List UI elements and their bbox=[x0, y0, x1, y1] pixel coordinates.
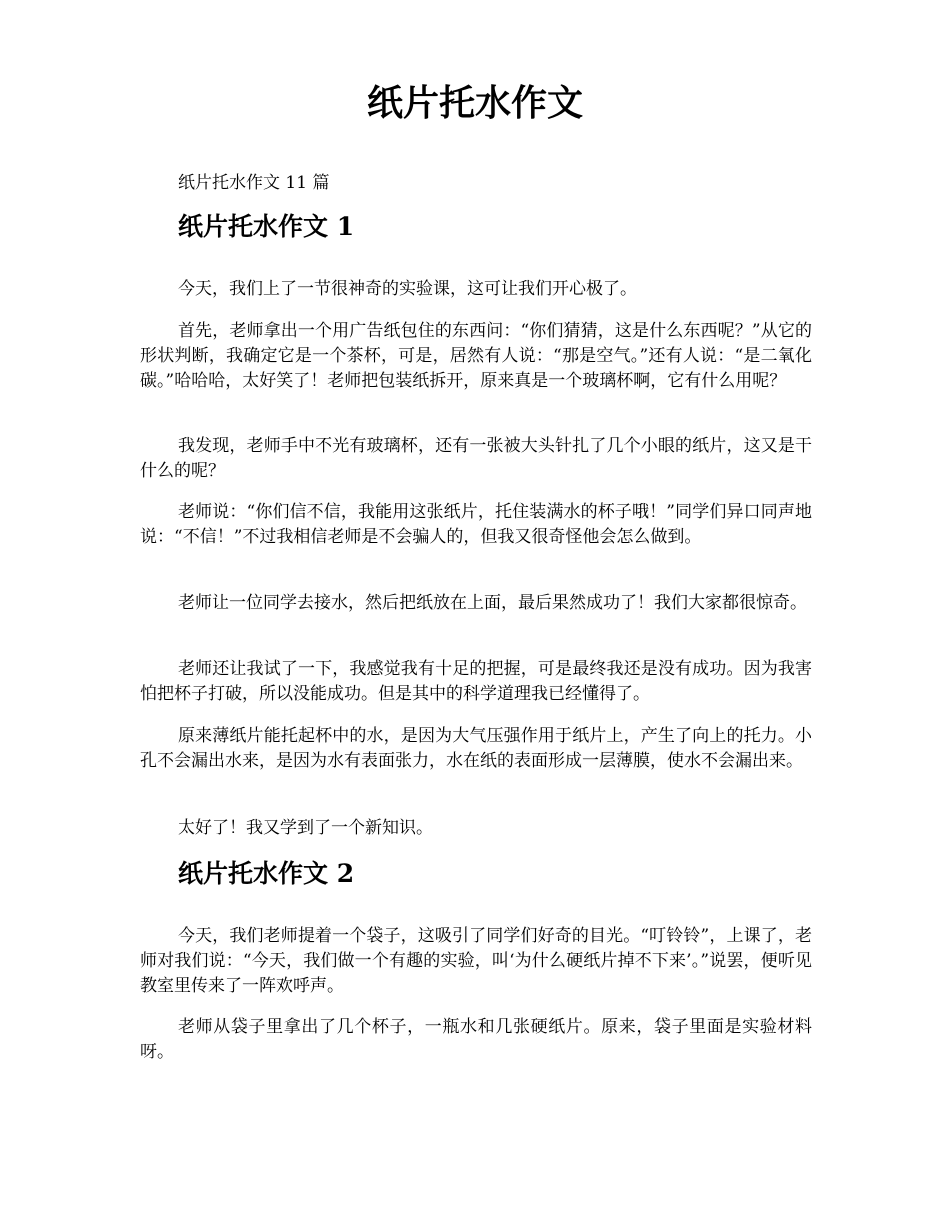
document-title: 纸片托水作文 bbox=[366, 82, 583, 124]
paragraph: 太好了！我又学到了一个新知识。 bbox=[178, 818, 433, 838]
paragraph: 今天，我们老师提着一个袋子，这吸引了同学们好奇的目光。“叮铃铃”，上课了，老师对我们说：“今天，我们做一个有趣的实验，叫‘为什么硬纸片掉不下来’。”说罢，便听见教室里传来了一阵欢呼声。 bbox=[140, 926, 812, 996]
paragraph: 老师说：“你们信不信，我能用这张纸片，托住装满水的杯子哦！”同学们异口同声地说：“不信！”不过我相信老师是不会骗人的，但我又很奇怪他会怎么做到。 bbox=[140, 502, 812, 547]
paragraph: 老师让一位同学去接水，然后把纸放在上面，最后果然成功了！我们大家都很惊奇。 bbox=[178, 593, 807, 613]
document-subtitle: 纸片托水作文 11 篇 bbox=[178, 173, 330, 193]
paragraph: 首先，老师拿出一个用广告纸包住的东西问：“你们猜猜，这是什么东西呢？”从它的形状判断，我确定它是一个茶杯，可是，居然有人说：“那是空气。”还有人说：“是二氧化碳。”哈哈哈，太好笑了！老师把包装纸拆开，原来真是一个玻璃杯啊，它有什么用呢？ bbox=[140, 321, 812, 391]
paragraph: 原来薄纸片能托起杯中的水，是因为大气压强作用于纸片上，产生了向上的托力。小孔不会漏出水来，是因为水有表面张力，水在纸的表面形成一层薄膜，使水不会漏出来。 bbox=[140, 726, 812, 771]
paragraph: 我发现，老师手中不光有玻璃杯，还有一张被大头针扎了几个小眼的纸片，这又是干什么的呢？ bbox=[140, 436, 812, 481]
section-heading-1: 纸片托水作文 1 bbox=[178, 212, 355, 241]
paragraph: 老师还让我试了一下，我感觉我有十足的把握，可是最终我还是没有成功。因为我害怕把杯子打破，所以没能成功。但是其中的科学道理我已经懂得了。 bbox=[140, 659, 812, 704]
section-heading-2: 纸片托水作文 2 bbox=[178, 859, 355, 888]
paragraph: 今天，我们上了一节很神奇的实验课，这可让我们开心极了。 bbox=[178, 279, 637, 299]
paragraph: 老师从袋子里拿出了几个杯子，一瓶水和几张硬纸片。原来，袋子里面是实验材料呀。 bbox=[140, 1017, 812, 1062]
